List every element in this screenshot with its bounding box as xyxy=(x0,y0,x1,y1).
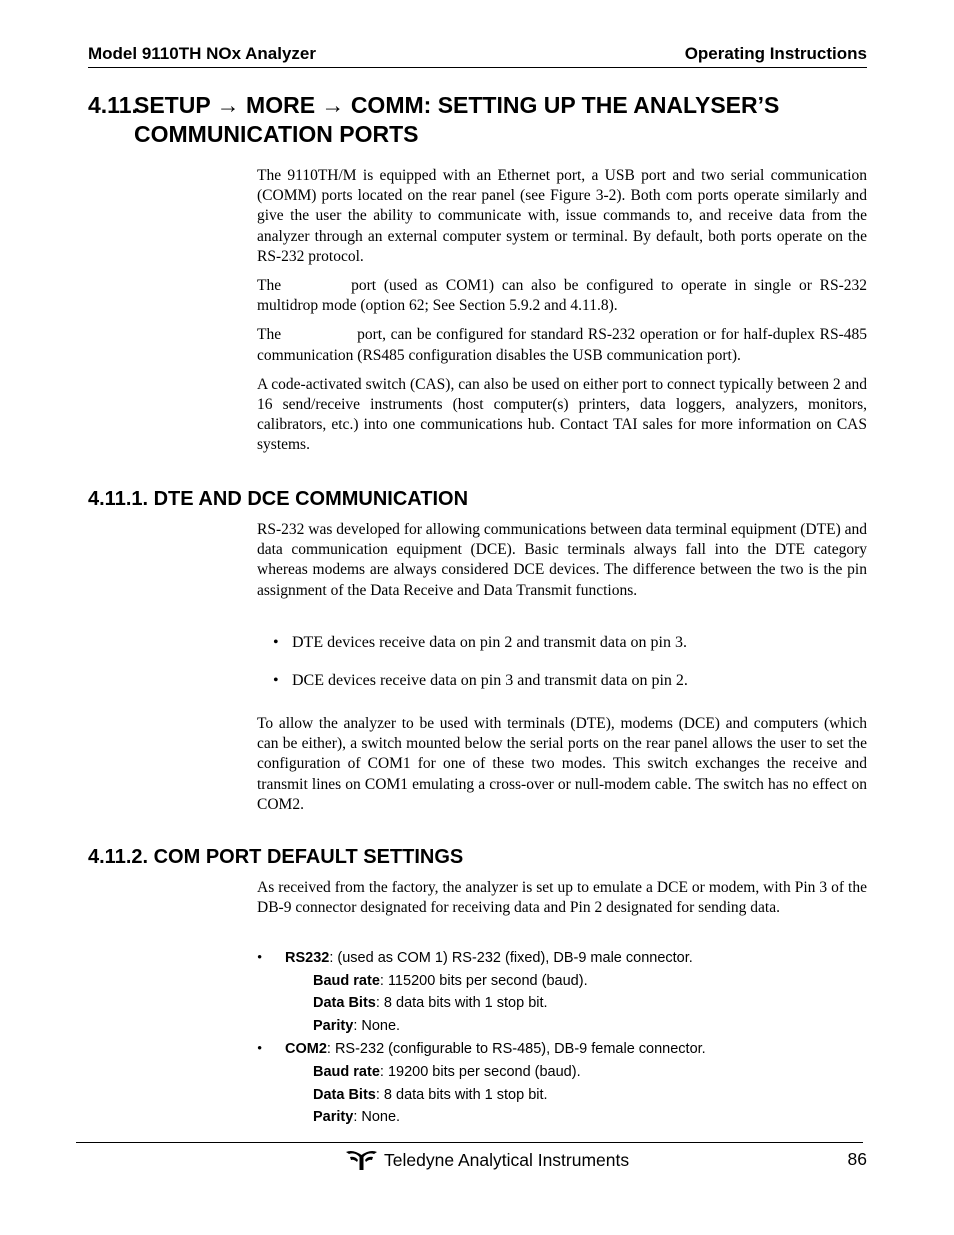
header-divider xyxy=(88,67,867,68)
page-footer xyxy=(345,1148,629,1172)
setting-data-bits: Data Bits: 8 data bits with 1 stop bit. xyxy=(313,995,548,1012)
section-body xyxy=(257,166,867,456)
port-name: RS232 xyxy=(285,950,330,966)
setting-parity: Parity: None. xyxy=(313,1109,401,1126)
port-rs232: • RS232: (used as COM 1) RS-232 (fixed), DB-9 male connector. xyxy=(257,950,693,966)
teledyne-logo-icon xyxy=(345,1149,378,1171)
list-item: • DTE devices receive data on pin 2 and transmit data on pin 3. xyxy=(273,634,687,651)
subsection-dte-dce-intro: RS-232 was developed for allowing communications between data terminal equipment (DTE) and data communication equipment (DCE). Basic terminals always fall into the DTE category whereas modems are always considered DCE devices. The difference between the two is the pin assignment of the Data Receive and Data Transmit functions. xyxy=(257,521,867,599)
setting-data-bits: Data Bits: 8 data bits with 1 stop bit. xyxy=(313,1086,548,1103)
paragraph-com2-lead: The xyxy=(257,326,282,344)
section-title-line1: SETUP → MORE → COMM: SETTING UP THE ANALYSER’S xyxy=(134,92,780,118)
footer-company: Teledyne Analytical Instruments xyxy=(384,1149,630,1170)
setting-parity: Parity: None. xyxy=(313,1017,401,1034)
dte-dce-bullet-list xyxy=(257,634,867,690)
paragraph-com1 xyxy=(257,276,867,316)
paragraph-com2-rest: port, can be configured for standard RS-232 operation or for half-duplex RS-485 communication (RS485 configuration disables the USB communication port). xyxy=(257,326,867,364)
header-model: Model 9110TH NOx Analyzer xyxy=(88,44,317,63)
subsection-dte-dce-title: 4.11.1. DTE AND DCE COMMUNICATION xyxy=(88,488,469,510)
subsection-com-defaults-title: 4.11.2. COM PORT DEFAULT SETTINGS xyxy=(88,846,464,868)
section-title-line2: COMMUNICATION PORTS xyxy=(134,121,419,147)
subsection-com-defaults-intro: As received from the factory, the analyzer is set up to emulate a DCE or modem, with Pin 3 of the DB-9 connector designated for receiving data and Pin 2 designated for sending data. xyxy=(257,879,867,917)
setting-baud: Baud rate: 115200 bits per second (baud). xyxy=(313,972,588,989)
page-header xyxy=(88,44,867,66)
footer-divider xyxy=(76,1142,863,1143)
setting-baud: Baud rate: 19200 bits per second (baud). xyxy=(313,1063,581,1080)
page-number: 86 xyxy=(847,1149,867,1169)
list-item: • DCE devices receive data on pin 3 and transmit data on pin 2. xyxy=(273,672,688,689)
com-port-settings xyxy=(257,947,867,1129)
section-heading xyxy=(88,91,878,149)
header-chapter: Operating Instructions xyxy=(684,44,867,63)
subsection-dte-dce-outro: To allow the analyzer to be used with terminals (DTE), modems (DCE) and computers (which can be either), a switch mounted below the serial ports on the rear panel allows the user to set the configuration of COM1 for one of these two modes. This switch exchanges the receive and transmit lines on COM1 emulating a cross-over or null-modem cable. The switch has no effect on COM2. xyxy=(257,715,867,813)
paragraph-ports-intro: The 9110TH/M is equipped with an Ethernet port, a USB port and two serial communication (COMM) ports located on the rear panel (see Figure 3-2). Both com ports operate similarly and give the user the ability to communicate with, issue commands to, and receive data from the analyzer through an external computer system or terminal. By default, both ports operate on the RS-232 protocol. xyxy=(257,167,867,265)
paragraph-com2 xyxy=(257,325,867,365)
port-com2: • COM2: RS-232 (configurable to RS-485), DB-9 female connector. xyxy=(257,1041,706,1058)
port-name: COM2 xyxy=(285,1041,327,1058)
paragraph-cas: A code-activated switch (CAS), can also be used on either port to connect typically between 2 and 16 send/receive instruments (host computer(s) printers, data loggers, analyzers, monitors, calibrators, etc.) into one communications hub. Contact TAI sales for more information on CAS systems. xyxy=(257,375,867,454)
paragraph-com1-lead: The xyxy=(257,277,282,295)
paragraph-com1-rest: port (used as COM1) can also be configured to operate in single or RS-232 multidrop mode (option 62; See Section 5.9.2 and 4.11.8). xyxy=(257,277,867,315)
section-number: 4.11. xyxy=(88,92,138,118)
